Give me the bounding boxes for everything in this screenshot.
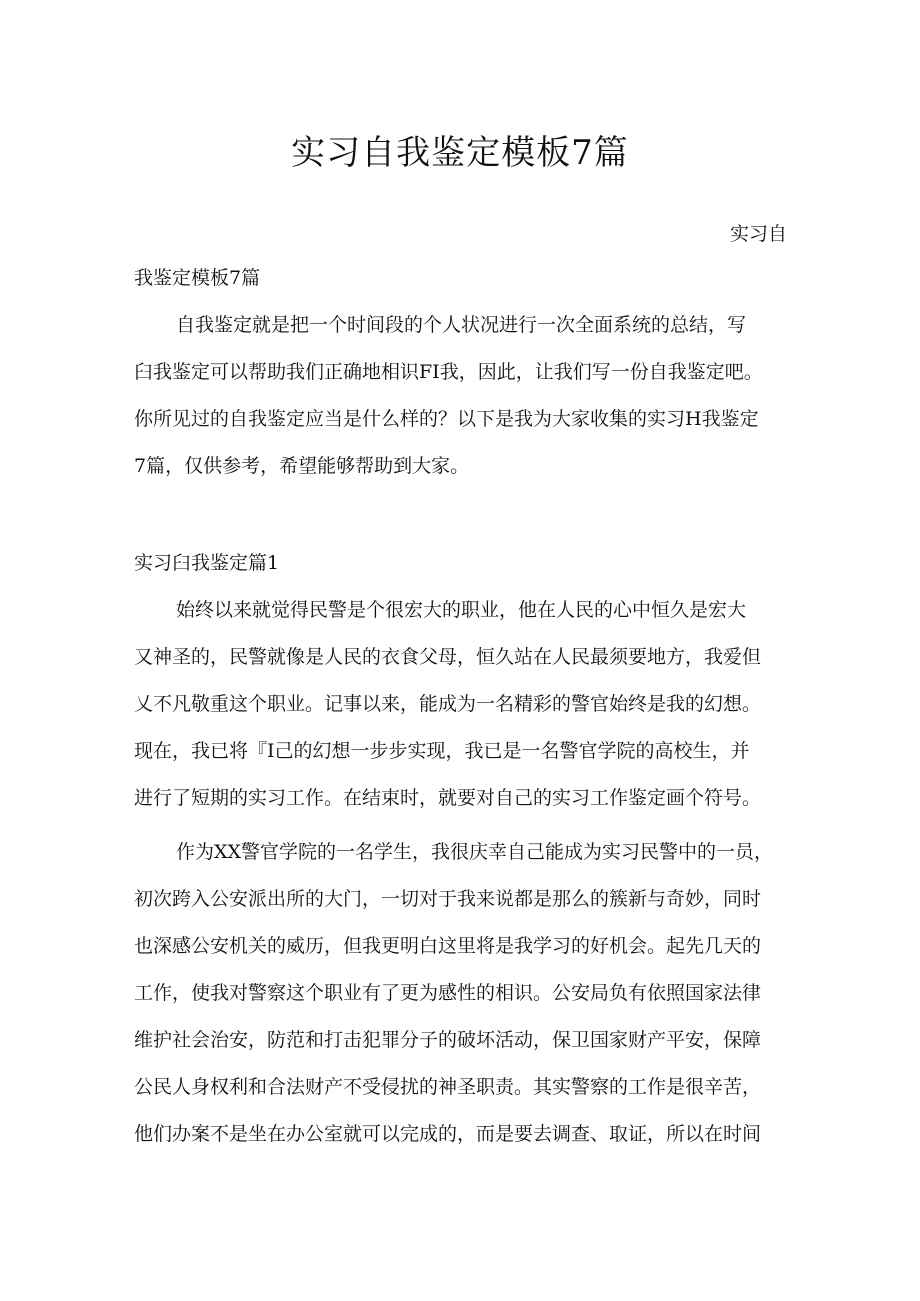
- para1-line-5: 进行了短期的实习工作。在结束时，就要对自己的实习工作鉴定画个符号。: [134, 787, 762, 809]
- title-fragment-right: 实习自: [729, 223, 787, 245]
- document-title: 实习自我鉴定模板7篇: [291, 133, 629, 173]
- para2-line-6: 公民人身权利和合法财产不受侵扰的神圣职责。其实警察的工作是很辛苦，: [134, 1076, 762, 1098]
- para2-line-2: 初次跨入公安派出所的大门，一切对于我来说都是那么的簇新与奇妙，同时: [134, 888, 762, 910]
- para1-line-3: 乂不凡敬重这个职业。记事以来，能成为一名精彩的警官始终是我的幻想。: [134, 693, 762, 715]
- para1-line-4: 现在，我已将『I己的幻想一步步实现，我已是一名警官学院的高校生，并: [134, 740, 750, 762]
- subtitle-line: 我鉴定模板7篇: [134, 267, 261, 289]
- intro-line-3: 你所见过的自我鉴定应当是什么样的？以下是我为大家收集的实习H我鉴定: [134, 408, 759, 430]
- para2-line-4: 工作，使我对警察这个职业有了更为感性的相识。公安局负有依照国家法律: [134, 982, 762, 1004]
- para2-line-7: 他们办案不是坐在办公室就可以完成的，而是要去调查、取证，所以在时间: [134, 1123, 762, 1145]
- para2-line-5: 维护社会治安，防范和打击犯罪分子的破坏活动，保卫国家财产平安，保障: [134, 1029, 762, 1051]
- para1-line-2: 又神圣的，民警就像是人民的衣食父母，恒久站在人民最须要地方，我爱但: [134, 646, 762, 668]
- para2-line-1: 作为XX警官学院的一名学生，我很庆幸自己能成为实习民警中的一员，: [176, 841, 774, 863]
- para1-line-1: 始终以来就觉得民警是个很宏大的职业，他在人民的心中恒久是宏大: [176, 599, 747, 621]
- intro-line-4: 7篇，仅供参考，希望能够帮助到大家。: [134, 455, 470, 477]
- intro-line-1: 自我鉴定就是把一个时间段的个人状况进行一次全面系统的总结，写: [176, 314, 747, 336]
- intro-line-2: 臼我鉴定可以帮助我们正确地相识FI我，因此，让我们写一份自我鉴定吧。: [134, 361, 763, 383]
- para2-line-3: 也深感公安机关的威历，但我更明白这里将是我学习的好机会。起先几天的: [134, 935, 762, 957]
- section-heading: 实习臼我鉴定篇1: [134, 552, 280, 574]
